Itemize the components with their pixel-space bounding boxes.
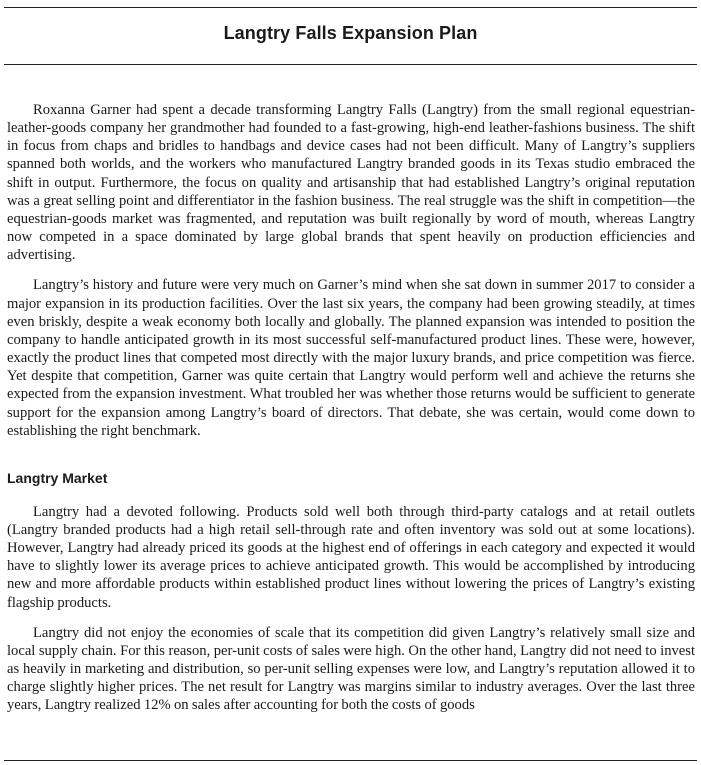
market-paragraph-1: Langtry had a devoted following. Products sold well both through third-party catalogs and at retail outlets (Langtry branded products had a high retail sell-through rate and often inventory was sold out at some locations). However, Langtry had already priced its goods at the highest end of offerings in each category and expected it would have to slightly lower its average prices to achieve anticipated growth. This would be accomplished by introducing new and more affordable products within established product lines without lowering the prices of Langtry’s existing flagship products. bbox=[7, 503, 695, 611]
top-divider bbox=[4, 7, 697, 8]
section-heading: Langtry Market bbox=[7, 469, 108, 486]
market-paragraph-2: Langtry did not enjoy the economies of scale that its competition did given Langtry’s relatively small size and local supply chain. For this reason, per-unit costs of sales were high. On the other hand, Langtry did not need to invest as heavily in marketing and distribution, so per-unit selling expenses were low, and Langtry’s reputation allowed it to charge slightly higher prices. The net result for Langtry was margins similar to industry averages. Over the last three years, Langtry realized 12% on sales after accounting for both the costs of goods bbox=[7, 624, 695, 714]
page-title: Langtry Falls Expansion Plan bbox=[223, 23, 478, 43]
document-body bbox=[7, 101, 695, 727]
intro-paragraph-2: Langtry’s history and future were very much on Garner’s mind when she sat down in summer 2017 to consider a major expansion in its production facilities. Over the last six years, the company had been growing steadily, at times even briskly, despite a weak economy both locally and globally. The planned expansion was intended to position the company to handle anticipated growth in its most successful self-manufactured product lines. These were, however, exactly the product lines that competed most directly with the major luxury brands, and price competition was fierce. Yet despite that competition, Garner was quite certain that Langtry would perform well and achieve the returns she expected from the expansion investment. What troubled her was whether those returns would be sufficient to generate support for the expansion among Langtry’s board of directors. That debate, she was certain, would come down to establishing the right benchmark. bbox=[7, 277, 695, 439]
intro-paragraph-1: Roxanna Garner had spent a decade transforming Langtry Falls (Langtry) from the small regional equestrian-leather-goods company her grandmother had founded to a fast-growing, high-end leather-fashions business. The shift in focus from chaps and bridles to handbags and device cases had not been difficult. Many of Langtry’s suppliers spanned both worlds, and the workers who manufactured Langtry branded goods in its Texas studio embraced the shift in output. Furthermore, the focus on quality and artisanship that had established Langtry’s original reputation was a great selling point and differentiator in the fashion business. The real struggle was the shift in competition—the equestrian-goods market was fragmented, and reputation was built regionally by word of mouth, whereas Langtry now competed in a space dominated by large global brands that spent heavily on production efficiencies and advertising. bbox=[7, 102, 695, 264]
title-divider bbox=[4, 64, 697, 65]
bottom-divider bbox=[4, 760, 697, 761]
